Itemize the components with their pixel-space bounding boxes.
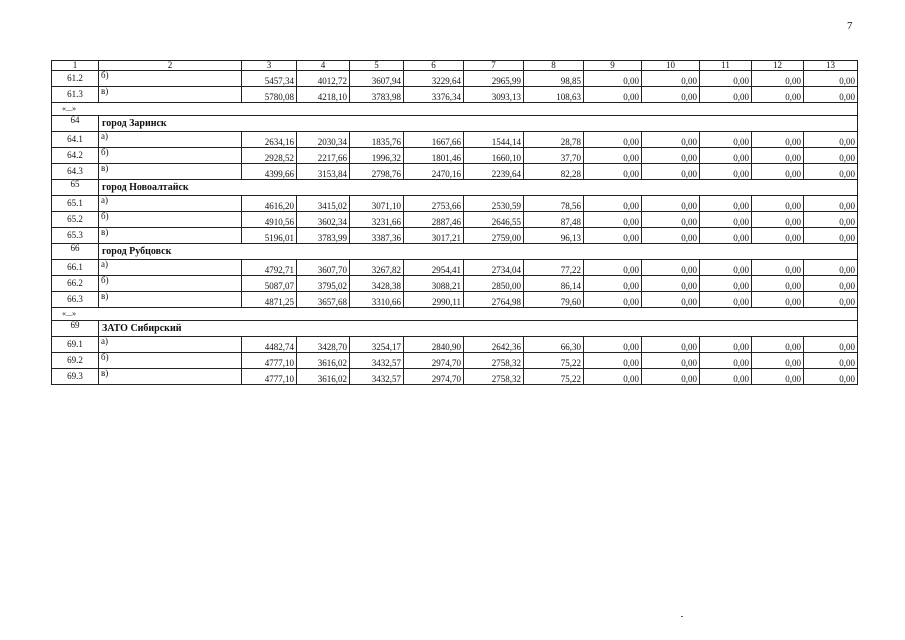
value-cell: 0,00 xyxy=(642,276,700,292)
value-cell: 3310,66 xyxy=(350,292,404,308)
row-subitem-cell: в) xyxy=(99,292,242,308)
row-number-cell: 64.3 xyxy=(52,164,99,180)
value-cell: 75,22 xyxy=(524,369,584,385)
table-row xyxy=(52,71,858,87)
value-cell: 3783,98 xyxy=(350,87,404,103)
value-cell: 3607,94 xyxy=(350,71,404,87)
value-cell: 2759,00 xyxy=(464,228,524,244)
value-cell: 2239,64 xyxy=(464,164,524,180)
row-number-cell: 65.2 xyxy=(52,212,99,228)
value-cell: 2850,00 xyxy=(464,276,524,292)
municipality-name-cell: город Рубцовск xyxy=(99,244,858,260)
value-cell: 2965,99 xyxy=(464,71,524,87)
table-header-row xyxy=(52,61,858,71)
value-cell: 75,22 xyxy=(524,353,584,369)
value-cell: 2954,41 xyxy=(404,260,464,276)
value-cell: 3267,82 xyxy=(350,260,404,276)
value-cell: 1660,10 xyxy=(464,148,524,164)
value-cell: 3432,57 xyxy=(350,353,404,369)
table-row xyxy=(52,260,858,276)
row-number-cell: 61.3 xyxy=(52,87,99,103)
column-header: 1 xyxy=(52,61,99,71)
value-cell: 37,70 xyxy=(524,148,584,164)
value-cell: 0,00 xyxy=(752,337,804,353)
municipality-row xyxy=(52,180,858,196)
row-number-cell: 65.1 xyxy=(52,196,99,212)
value-cell: 0,00 xyxy=(804,337,858,353)
value-cell: 3231,66 xyxy=(350,212,404,228)
table-row xyxy=(52,276,858,292)
row-subitem-cell: б) xyxy=(99,353,242,369)
value-cell: 0,00 xyxy=(804,353,858,369)
row-number-cell: 64.1 xyxy=(52,132,99,148)
table-row xyxy=(52,228,858,244)
value-cell: 0,00 xyxy=(584,164,642,180)
value-cell: 3428,38 xyxy=(350,276,404,292)
omission-marker-cell: «...» xyxy=(52,103,858,116)
value-cell: 5087,07 xyxy=(242,276,297,292)
value-cell: 4871,25 xyxy=(242,292,297,308)
value-cell: 108,63 xyxy=(524,87,584,103)
row-subitem-cell: а) xyxy=(99,196,242,212)
value-cell: 4482,74 xyxy=(242,337,297,353)
page-number: 7 xyxy=(847,20,853,32)
table-row xyxy=(52,196,858,212)
value-cell: 0,00 xyxy=(584,196,642,212)
table-row xyxy=(52,292,858,308)
value-cell: 3616,02 xyxy=(297,353,350,369)
municipality-name-cell: город Заринск xyxy=(99,116,858,132)
value-cell: 3657,68 xyxy=(297,292,350,308)
value-cell: 2764,98 xyxy=(464,292,524,308)
value-cell: 5457,34 xyxy=(242,71,297,87)
municipality-number-cell: 65 xyxy=(52,180,99,196)
value-cell: 4399,66 xyxy=(242,164,297,180)
table-row xyxy=(52,148,858,164)
row-number-cell: 65.3 xyxy=(52,228,99,244)
table-row xyxy=(52,132,858,148)
value-cell: 1667,66 xyxy=(404,132,464,148)
column-header: 10 xyxy=(642,61,700,71)
column-header: 3 xyxy=(242,61,297,71)
value-cell: 0,00 xyxy=(752,164,804,180)
value-cell: 0,00 xyxy=(804,148,858,164)
value-cell: 0,00 xyxy=(642,353,700,369)
value-cell: 0,00 xyxy=(700,228,752,244)
municipality-row xyxy=(52,244,858,260)
scan-speck xyxy=(681,616,683,617)
value-cell: 0,00 xyxy=(642,71,700,87)
value-cell: 5196,01 xyxy=(242,228,297,244)
value-cell: 4012,72 xyxy=(297,71,350,87)
value-cell: 2840,90 xyxy=(404,337,464,353)
value-cell: 4777,10 xyxy=(242,353,297,369)
value-cell: 0,00 xyxy=(804,212,858,228)
value-cell: 3602,34 xyxy=(297,212,350,228)
value-cell: 5780,08 xyxy=(242,87,297,103)
value-cell: 2734,04 xyxy=(464,260,524,276)
value-cell: 1996,32 xyxy=(350,148,404,164)
column-header: 13 xyxy=(804,61,858,71)
value-cell: 4218,10 xyxy=(297,87,350,103)
column-header: 12 xyxy=(752,61,804,71)
value-cell: 2798,76 xyxy=(350,164,404,180)
value-cell: 3254,17 xyxy=(350,337,404,353)
value-cell: 0,00 xyxy=(584,276,642,292)
value-cell: 0,00 xyxy=(642,292,700,308)
value-cell: 2646,55 xyxy=(464,212,524,228)
row-subitem-cell: б) xyxy=(99,148,242,164)
tariff-table xyxy=(51,60,858,385)
municipality-name-cell: город Новоалтайск xyxy=(99,180,858,196)
omission-row xyxy=(52,103,858,116)
value-cell: 4792,71 xyxy=(242,260,297,276)
municipality-number-cell: 66 xyxy=(52,244,99,260)
value-cell: 0,00 xyxy=(584,132,642,148)
value-cell: 0,00 xyxy=(700,353,752,369)
value-cell: 0,00 xyxy=(584,148,642,164)
value-cell: 0,00 xyxy=(700,87,752,103)
column-header: 9 xyxy=(584,61,642,71)
value-cell: 0,00 xyxy=(642,164,700,180)
value-cell: 2974,70 xyxy=(404,353,464,369)
row-number-cell: 64.2 xyxy=(52,148,99,164)
value-cell: 2030,34 xyxy=(297,132,350,148)
value-cell: 3376,34 xyxy=(404,87,464,103)
value-cell: 2530,59 xyxy=(464,196,524,212)
value-cell: 2887,46 xyxy=(404,212,464,228)
value-cell: 0,00 xyxy=(642,132,700,148)
value-cell: 2928,52 xyxy=(242,148,297,164)
column-header: 4 xyxy=(297,61,350,71)
value-cell: 0,00 xyxy=(804,87,858,103)
value-cell: 0,00 xyxy=(642,148,700,164)
row-subitem-cell: а) xyxy=(99,337,242,353)
value-cell: 0,00 xyxy=(804,276,858,292)
value-cell: 0,00 xyxy=(804,369,858,385)
value-cell: 0,00 xyxy=(584,292,642,308)
value-cell: 3153,84 xyxy=(297,164,350,180)
value-cell: 4616,20 xyxy=(242,196,297,212)
column-header: 8 xyxy=(524,61,584,71)
table-row xyxy=(52,337,858,353)
value-cell: 78,56 xyxy=(524,196,584,212)
value-cell: 3795,02 xyxy=(297,276,350,292)
value-cell: 0,00 xyxy=(700,260,752,276)
value-cell: 3387,36 xyxy=(350,228,404,244)
row-number-cell: 61.2 xyxy=(52,71,99,87)
row-subitem-cell: б) xyxy=(99,71,242,87)
municipality-row xyxy=(52,116,858,132)
value-cell: 1801,46 xyxy=(404,148,464,164)
value-cell: 2217,66 xyxy=(297,148,350,164)
value-cell: 0,00 xyxy=(752,87,804,103)
table-body xyxy=(52,61,858,385)
value-cell: 2758,32 xyxy=(464,369,524,385)
value-cell: 1544,14 xyxy=(464,132,524,148)
value-cell: 0,00 xyxy=(584,260,642,276)
value-cell: 77,22 xyxy=(524,260,584,276)
value-cell: 0,00 xyxy=(752,292,804,308)
row-subitem-cell: а) xyxy=(99,132,242,148)
municipality-number-cell: 64 xyxy=(52,116,99,132)
municipality-row xyxy=(52,321,858,337)
value-cell: 0,00 xyxy=(700,164,752,180)
value-cell: 0,00 xyxy=(642,196,700,212)
row-number-cell: 66.1 xyxy=(52,260,99,276)
value-cell: 0,00 xyxy=(804,71,858,87)
value-cell: 3607,70 xyxy=(297,260,350,276)
value-cell: 4910,56 xyxy=(242,212,297,228)
value-cell: 0,00 xyxy=(804,132,858,148)
value-cell: 0,00 xyxy=(642,260,700,276)
value-cell: 0,00 xyxy=(804,292,858,308)
value-cell: 2642,36 xyxy=(464,337,524,353)
value-cell: 0,00 xyxy=(700,337,752,353)
table-row xyxy=(52,353,858,369)
value-cell: 0,00 xyxy=(642,337,700,353)
value-cell: 82,28 xyxy=(524,164,584,180)
value-cell: 0,00 xyxy=(700,369,752,385)
table-row xyxy=(52,369,858,385)
value-cell: 0,00 xyxy=(752,71,804,87)
value-cell: 79,60 xyxy=(524,292,584,308)
value-cell: 0,00 xyxy=(584,353,642,369)
value-cell: 3783,99 xyxy=(297,228,350,244)
value-cell: 0,00 xyxy=(752,212,804,228)
value-cell: 3616,02 xyxy=(297,369,350,385)
row-subitem-cell: в) xyxy=(99,164,242,180)
value-cell: 3415,02 xyxy=(297,196,350,212)
value-cell: 0,00 xyxy=(752,196,804,212)
value-cell: 0,00 xyxy=(700,71,752,87)
value-cell: 96,13 xyxy=(524,228,584,244)
value-cell: 3071,10 xyxy=(350,196,404,212)
value-cell: 0,00 xyxy=(584,87,642,103)
value-cell: 0,00 xyxy=(804,228,858,244)
value-cell: 0,00 xyxy=(700,212,752,228)
municipality-name-cell: ЗАТО Сибирский xyxy=(99,321,858,337)
value-cell: 2634,16 xyxy=(242,132,297,148)
column-header: 11 xyxy=(700,61,752,71)
value-cell: 0,00 xyxy=(752,353,804,369)
omission-row xyxy=(52,308,858,321)
value-cell: 0,00 xyxy=(752,132,804,148)
omission-marker-cell: «...» xyxy=(52,308,858,321)
column-header: 6 xyxy=(404,61,464,71)
value-cell: 0,00 xyxy=(752,148,804,164)
value-cell: 0,00 xyxy=(584,337,642,353)
value-cell: 2974,70 xyxy=(404,369,464,385)
value-cell: 1835,76 xyxy=(350,132,404,148)
value-cell: 0,00 xyxy=(584,212,642,228)
value-cell: 28,78 xyxy=(524,132,584,148)
value-cell: 0,00 xyxy=(752,260,804,276)
value-cell: 86,14 xyxy=(524,276,584,292)
value-cell: 87,48 xyxy=(524,212,584,228)
row-subitem-cell: в) xyxy=(99,87,242,103)
value-cell: 0,00 xyxy=(584,71,642,87)
value-cell: 0,00 xyxy=(642,369,700,385)
row-number-cell: 69.3 xyxy=(52,369,99,385)
value-cell: 0,00 xyxy=(700,148,752,164)
value-cell: 0,00 xyxy=(700,276,752,292)
column-header: 5 xyxy=(350,61,404,71)
value-cell: 0,00 xyxy=(700,132,752,148)
column-header: 2 xyxy=(99,61,242,71)
table-row xyxy=(52,164,858,180)
value-cell: 0,00 xyxy=(642,87,700,103)
value-cell: 66,30 xyxy=(524,337,584,353)
value-cell: 4777,10 xyxy=(242,369,297,385)
value-cell: 0,00 xyxy=(642,228,700,244)
value-cell: 0,00 xyxy=(700,292,752,308)
value-cell: 0,00 xyxy=(700,196,752,212)
column-header: 7 xyxy=(464,61,524,71)
row-subitem-cell: в) xyxy=(99,369,242,385)
value-cell: 0,00 xyxy=(584,369,642,385)
value-cell: 0,00 xyxy=(752,369,804,385)
value-cell: 3017,21 xyxy=(404,228,464,244)
table-row xyxy=(52,212,858,228)
table-row xyxy=(52,87,858,103)
value-cell: 0,00 xyxy=(752,228,804,244)
row-subitem-cell: б) xyxy=(99,212,242,228)
value-cell: 3432,57 xyxy=(350,369,404,385)
value-cell: 98,85 xyxy=(524,71,584,87)
municipality-number-cell: 69 xyxy=(52,321,99,337)
value-cell: 2470,16 xyxy=(404,164,464,180)
value-cell: 3229,64 xyxy=(404,71,464,87)
value-cell: 2758,32 xyxy=(464,353,524,369)
value-cell: 0,00 xyxy=(804,260,858,276)
value-cell: 2753,66 xyxy=(404,196,464,212)
row-number-cell: 69.2 xyxy=(52,353,99,369)
value-cell: 0,00 xyxy=(804,164,858,180)
value-cell: 2990,11 xyxy=(404,292,464,308)
value-cell: 0,00 xyxy=(642,212,700,228)
row-number-cell: 66.3 xyxy=(52,292,99,308)
value-cell: 0,00 xyxy=(584,228,642,244)
value-cell: 3093,13 xyxy=(464,87,524,103)
row-number-cell: 69.1 xyxy=(52,337,99,353)
value-cell: 3088,21 xyxy=(404,276,464,292)
row-subitem-cell: в) xyxy=(99,228,242,244)
value-cell: 3428,70 xyxy=(297,337,350,353)
row-number-cell: 66.2 xyxy=(52,276,99,292)
value-cell: 0,00 xyxy=(752,276,804,292)
value-cell: 0,00 xyxy=(804,196,858,212)
row-subitem-cell: а) xyxy=(99,260,242,276)
row-subitem-cell: б) xyxy=(99,276,242,292)
